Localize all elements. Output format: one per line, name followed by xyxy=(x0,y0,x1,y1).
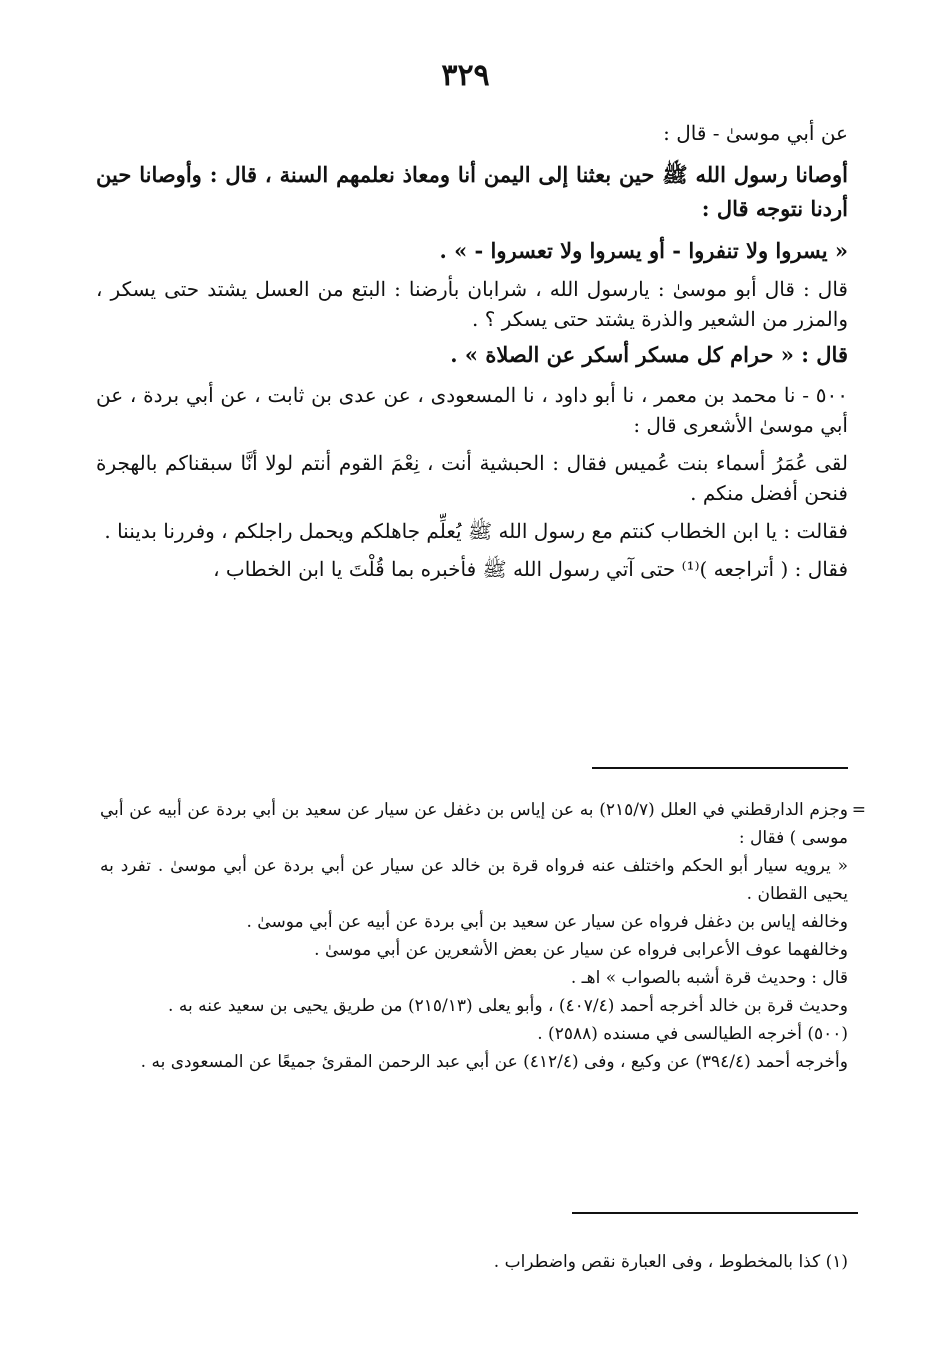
paragraph-3: « يسروا ولا تنفروا - أو يسروا ولا تعسروا - » . xyxy=(439,238,848,263)
paragraph-9: فقال : ( أتراجعه )⁽¹⁾ حتى آتي رسول الله ﷺ فأخبره بما قُلْتَ يا ابن الخطاب ، xyxy=(213,557,848,581)
paragraph-4: قال : قال أبو موسىٰ : يارسول الله ، شرابان بأرضنا : البتع من العسل يشتد حتى يسكر ، والمزر من الشعير والذرة يشتد حتى يسكر ؟ . xyxy=(96,277,848,331)
footnote-block xyxy=(100,1248,848,1276)
note-line-8: وأخرجه أحمد (٣٩٤/٤) عن وكيع ، وفى (٤١٢/٤) عن أبي عبد الرحمن المقرئ جميعًا عن المسعودى به . xyxy=(140,1052,848,1072)
note-line-1: وجزم الدارقطني في العلل (٢١٥/٧) به عن إياس بن دغفل عن سيار عن سعيد بن أبي بردة عن أبيه عن أبي موسى ) فقال : xyxy=(100,800,848,848)
paragraph-1: عن أبي موسىٰ - قال : xyxy=(663,121,848,145)
paragraph-8: فقالت : يا ابن الخطاب كنتم مع رسول الله ﷺ يُعلِّم جاهلكم ويحمل راجلكم ، وفررنا بديننا . xyxy=(104,519,848,543)
note-line-2: « يرويه سيار أبو الحكم واختلف عنه فرواه قرة بن خالد عن سيار عن أبي بردة عن أبي موسىٰ . تفرد به يحيى القطان . xyxy=(100,856,848,904)
continuation-marker: = xyxy=(851,800,866,820)
note-line-5: قال : وحديث قرة أشبه بالصواب » اهـ . xyxy=(570,968,848,988)
top-divider xyxy=(592,767,848,769)
paragraph-5: قال : « حرام كل مسكر أسكر عن الصلاة » . xyxy=(450,342,848,367)
note-line-4: وخالفهما عوف الأعرابى فرواه عن سيار عن بعض الأشعرين عن أبي موسىٰ . xyxy=(314,940,848,960)
main-text xyxy=(96,118,848,584)
note-line-6: وحديث قرة بن خالد أخرجه أحمد (٤٠٧/٤) ، وأبو يعلى (٢١٥/١٣) من طريق يحيى بن سعيد عنه به . xyxy=(168,996,848,1016)
footnote-1: (١) كذا بالمخطوط ، وفى العبارة نقص واضطراب . xyxy=(493,1252,848,1272)
paragraph-2: أوصانا رسول الله ﷺ حين بعثنا إلى اليمن أنا ومعاذ نعلمهم السنة ، قال : وأوصانا حين أردنا نتوجه قال : xyxy=(96,162,848,221)
note-line-7: (٥٠٠) أخرجه الطيالسى في مسنده (٢٥٨٨) . xyxy=(537,1024,848,1044)
notes-block xyxy=(100,796,866,1076)
paragraph-7: لقى عُمَرُ أسماء بنت عُميس فقال : الحبشية أنت ، نِعْمَ القوم أنتم لولا أنَّا سبقناكم بالهجرة فنحن أفضل منكم . xyxy=(96,451,848,505)
note-line-3: وخالفه إياس بن دغفل فرواه عن سيار عن سعيد بن أبي بردة عن أبيه عن أبي موسىٰ . xyxy=(246,912,848,932)
page-number: ٣٢٩ xyxy=(441,58,490,93)
footnote-divider xyxy=(572,1212,858,1214)
paragraph-6: ٥٠٠ - نا محمد بن معمر ، نا أبو داود ، نا المسعودى ، عن عدى بن ثابت ، عن أبي بردة ، عن أبي موسىٰ الأشعرى قال : xyxy=(96,383,848,437)
